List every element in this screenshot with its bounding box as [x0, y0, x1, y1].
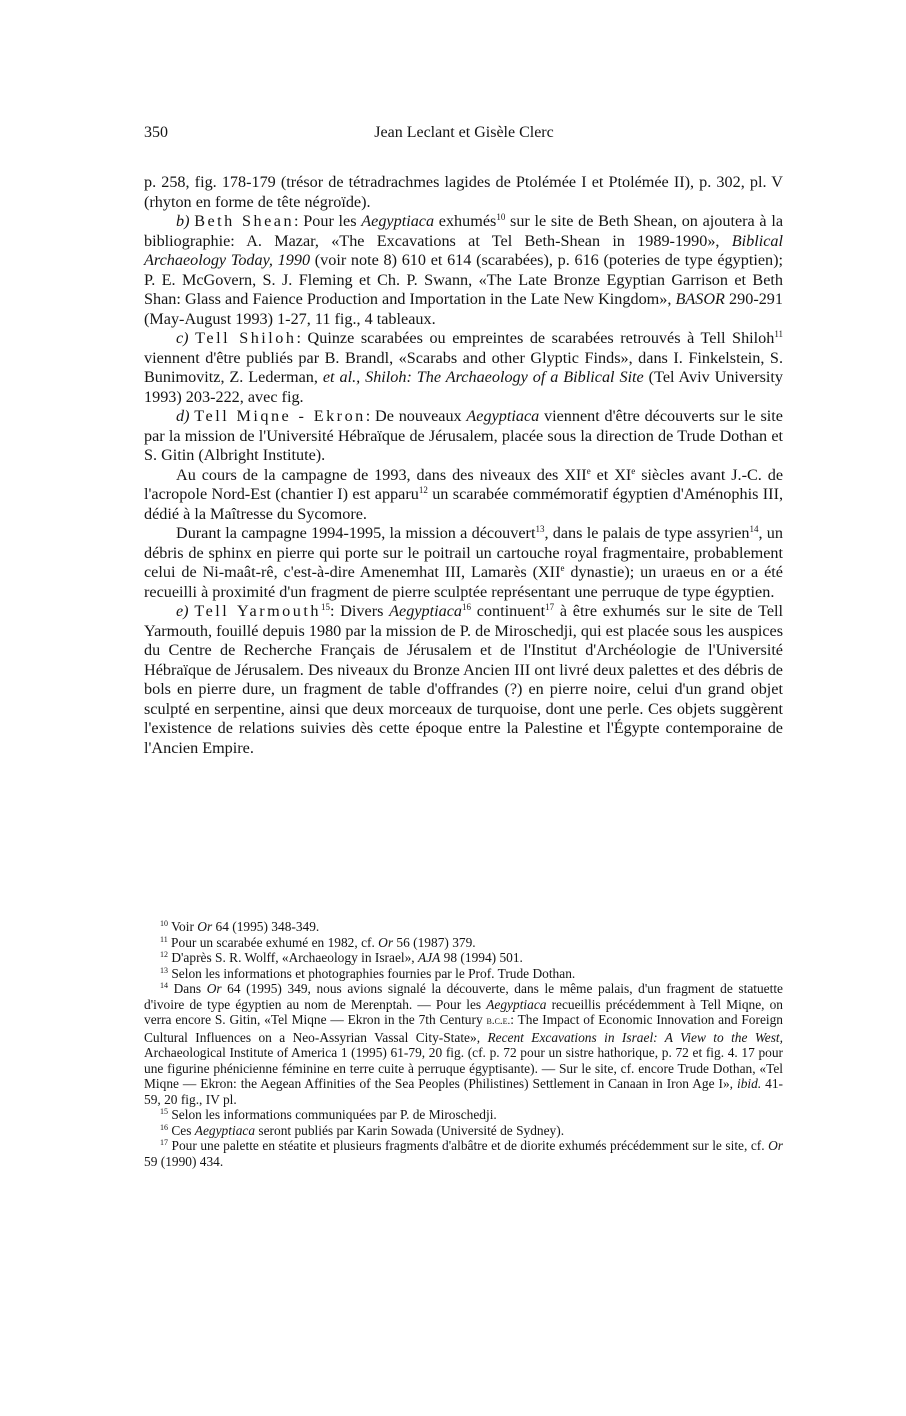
main-text — [144, 173, 783, 758]
footnote-11: $^{11}$ Pour un scarabée exhumé en 1982, cf. Or 56 (1987) 379. — [160, 934, 476, 950]
paragraph-tell-shiloh: c) Tell Shiloh: Quinze scarabées ou empreintes de scarabées retrouvés à Tell Shiloh$^{11}$ viennent d'être publiés par B. Brandl, «Scarabs and other Glyptic Finds», dans I. Finkelstein, S. Bunimovitz, Z. Lederman, et al., Shiloh: The Archaeology of a Biblical Site (Tel Aviv University 1993) 203-222, avec fig. — [144, 329, 784, 406]
page-number: 350 — [144, 124, 168, 141]
footnote-ref: 11 — [774, 329, 784, 339]
footnote-ref: 13 — [535, 524, 545, 534]
footnote-10: $^{10}$ Voir Or 64 (1995) 348-349. — [160, 919, 320, 934]
site-name: Tell Miqne - Ekron — [194, 407, 366, 425]
footnote-ref: 14 — [749, 524, 759, 534]
paragraph-continuation: p. 258, fig. 178-179 (trésor de tétradrachmes lagides de Ptolémée I et Ptolémée II), p. 302, pl. V (rhyton en forme de tête négroïde). — [144, 173, 783, 211]
footnote-15: $^{15}$ Selon les informations communiquées par P. de Miroschedji. — [160, 1107, 497, 1122]
paragraph-tell-yarmouth: e) Tell Yarmouth$^{15}$: Divers Aegyptiaca$^{16}$ continuent$^{17}$ à être exhumés sur le site de Tell Yarmouth, fouillé depuis 1980 par la mission de P. de Miroschedji, qui est placée sous les auspices du Centre de Recherche Français de Jérusalem et de l'Institut d'Archéologie de l'Université Hébraïque de Jérusalem. Des niveaux du Bronze Ancien III ont livré deux palettes et des débris de bols en pierre dure, un fragment de table d'offrandes (?) en pierre noire, celui d'un grand objet sculpté en serpentine, ainsi que deux morceaux de turquoise, dont une perle. Ces objets suggèrent l'existence de relations suivies dès cette époque entre la Palestine et l'Égypte contemporaine de l'Ancien Empire. — [144, 602, 784, 757]
footnote-12: $^{12}$ D'après S. R. Wolff, «Archaeology in Israel», AJA 98 (1994) 501. — [160, 950, 523, 965]
paragraph-campagne-1993: Au cours de la campagne de 1993, dans des niveaux des XIIe et XIe siècles avant J.-C. de l'acropole Nord-Est (chantier I) est apparu$^{12}$ un scarabée commémoratif égyptien d'Aménophis III, dédié à la Maîtresse du Sycomore. — [144, 465, 784, 523]
site-name: Tell Yarmouth — [194, 602, 321, 620]
paragraph-beth-shean: b) Beth Shean: Pour les Aegyptiaca exhumés$^{10}$ sur le site de Beth Shean, on ajoutera à la bibliographie: A. Mazar, «The Excavations at Tel Beth-Shean in 1989-1990», Biblical Archaeology Today, 1990 (voir note 8) 610 et 614 (scarabées), p. 616 (poteries de type égyptien); P. E. McGovern, S. J. Fleming et Ch. P. Swann, «The Late Bronze Egyptian Garrison et Beth Shan: Glass and Faience Production and Importation in the Late New Kingdom», BASOR 290-291 (May-August 1993) 1-27, 11 fig., 4 tableaux. — [144, 212, 784, 328]
page-header — [144, 122, 784, 144]
footnote-ref: 10 — [496, 212, 506, 222]
footnote-13: $^{13}$ Selon les informations et photographies fournies par le Prof. Trude Dothan. — [160, 965, 576, 981]
paragraph-tell-miqne: d) Tell Miqne - Ekron: De nouveaux Aegyptiaca viennent d'être découverts sur le site par la mission de l'Université Hébraïque de Jérusalem, placée sous la direction de Trude Dothan et S. Gitin (Albright Institute). — [144, 407, 783, 464]
site-name: Tell Shiloh — [195, 329, 297, 347]
paragraph-campagne-1994: Durant la campagne 1994-1995, la mission a découvert$^{13}$, dans le palais de type assyrien$^{14}$, un débris de sphinx en pierre qui porte sur le poitrail un cartouche royal fragmentaire, probablement celui de Ni-maât-rê, c'est-à-dire Amenemhat III, Lamarès (XIIe dynastie); un uraeus en or a été recueilli à proximité d'un fragment de pierre sculptée représentant une perruque de type égyptien. — [144, 524, 783, 601]
footnote-16: $^{16}$ Ces Aegyptiaca seront publiés par Karin Sowada (Université de Sydney). — [160, 1122, 565, 1138]
footnote-17: $^{17}$ Pour une palette en stéatite et plusieurs fragments d'albâtre et de diorite exhumés précédemment sur le site, cf. Or 59 (1990) 434. — [144, 1138, 783, 1169]
running-title: Jean Leclant et Gisèle Clerc — [374, 124, 554, 141]
footnote-ref: 12 — [418, 485, 428, 495]
footnote-14: $^{14}$ Dans Or 64 (1995) 349, nous avions signalé la découverte, dans le même palais, d'un fragment de statuette d'ivoire de type égyptien au nom de Merenptah. — Pour les Aegyptiaca recueillis précédemment à Tell Miqne, on verra encore S. Gitin, «Tel Miqne — Ekron in the 7th Century b.c.e.: The Impact of Economic Innovation and Foreign Cultural Influences on a Neo-Assyrian Vassal City-State», Recent Excavations in Israel: A View to the West, Archaeological Institute of America 1 (1995) 61-79, 20 fig. (cf. p. 72 pour un sistre hathorique, p. 72 et fig. 4. 17 pour une figurine phénicienne féminine en terre cuite à perruque égyptisante). — Sur le site, cf. encore Trude Dothan, «Tel Miqne — Ekron: the Aegean Affinities of the Sea Peoples (Philistines) Settlement in Canaan in Iron Age I», ibid. 41-59, 20 fig., IV pl. — [144, 981, 784, 1107]
footnote-ref: 16 — [461, 602, 471, 612]
footnote-ref: 17 — [545, 602, 555, 612]
footnote-ref: 15 — [320, 602, 330, 612]
site-name: Beth Shean — [194, 212, 295, 230]
footnotes — [144, 919, 783, 1169]
